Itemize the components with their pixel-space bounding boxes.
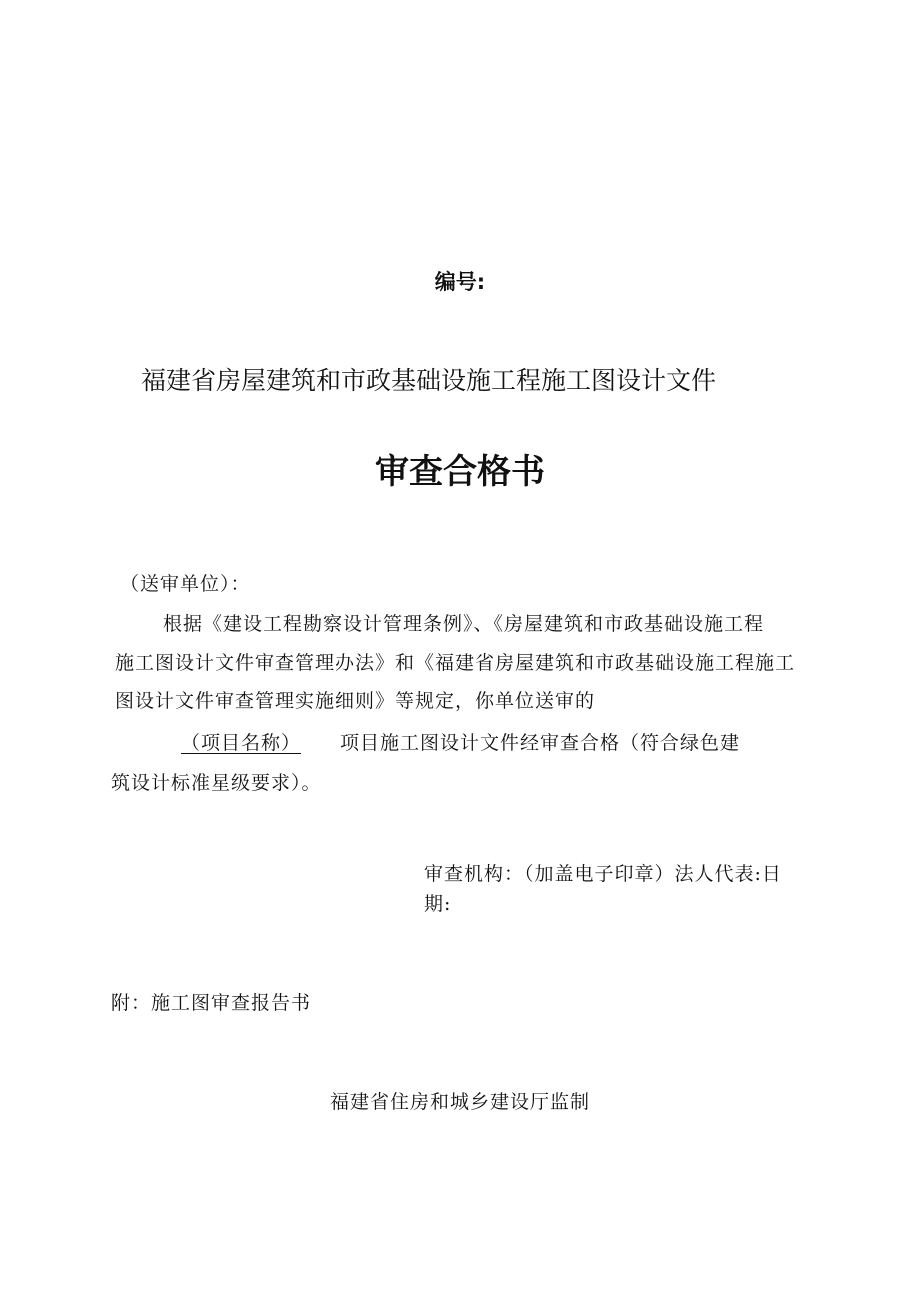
body-paragraph-line1: 根据《建设工程勘察设计管理条例》、《房屋建筑和市政基础设施工程 <box>163 613 765 635</box>
signature-block-line2: 期: <box>424 893 452 915</box>
issuing-authority: 福建省住房和城乡建设厅监制 <box>329 1091 590 1113</box>
body-paragraph-line4: 项目施工图设计文件经审查合格（符合绿色建 <box>340 732 741 754</box>
project-name-placeholder: （项目名称） <box>181 732 302 754</box>
attachment-note: 附：施工图审查报告书 <box>111 992 312 1014</box>
body-paragraph-line3: 图设计文件审查管理实施细则》等规定，你单位送审的 <box>115 690 596 712</box>
body-paragraph-line5: 筑设计标准星级要求）。 <box>111 772 322 794</box>
signature-block-line1: 审查机构：（加盖电子印章）法人代表:日 <box>424 863 782 885</box>
document-title-line2: 审查合格书 <box>375 452 545 492</box>
body-paragraph-line2: 施工图设计文件审查管理办法》和《福建省房屋建筑和市政基础设施工程施工 <box>115 652 796 674</box>
serial-number-label: 编号: <box>434 270 486 294</box>
document-title-line1: 福建省房屋建筑和市政基础设施工程施工图设计文件 <box>141 366 717 395</box>
addressee: （送审单位）： <box>120 573 251 595</box>
